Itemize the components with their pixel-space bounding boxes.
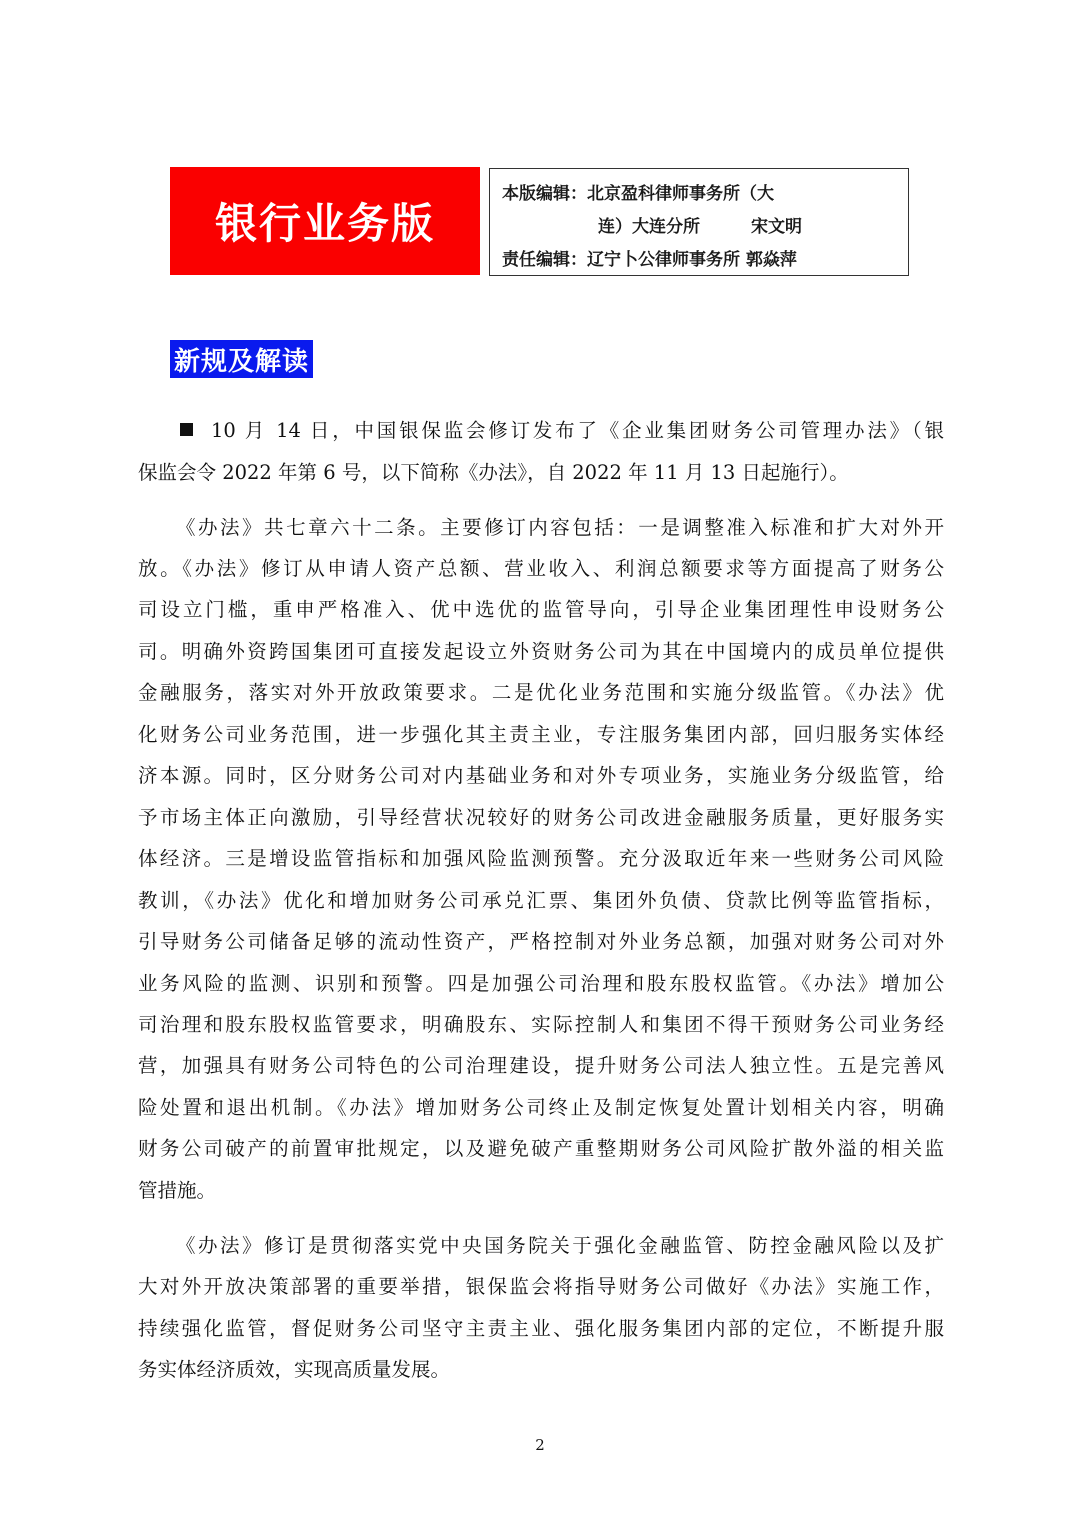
square-bullet-icon — [180, 423, 193, 436]
paragraph-2-line-15: 险处置和退出机制。《办法》增加财务公司终止及制定恢复处置计划相关内容，明确 — [138, 1096, 944, 1119]
paragraph-3-line-2: 大对外开放决策部署的重要举措，银保监会将指导财务公司做好《办法》实施工作， — [138, 1275, 944, 1298]
paragraph-2-line-14: 营，加强具有财务公司特色的公司治理建设，提升财务公司法人独立性。五是完善风 — [138, 1054, 944, 1077]
paragraph-2-line-8: 予市场主体正向激励，引导经营状况较好的财务公司改进金融服务质量，更好服务实 — [138, 806, 944, 829]
page-number: 2 — [535, 1436, 545, 1454]
section-heading-text: 新规及解读 — [174, 346, 310, 377]
paragraph-2-line-13: 司治理和股东股权监管要求，明确股东、实际控制人和集团不得干预财务公司业务经 — [138, 1013, 944, 1036]
paragraph-2-line-11: 引导财务公司储备足够的流动性资产，严格控制对外业务总额，加强对财务公司对外 — [138, 930, 944, 953]
paragraph-2-line-1: 《办法》共七章六十二条。主要修订内容包括：一是调整准入标准和扩大对外开 — [176, 516, 944, 539]
paragraph-2-line-7: 济本源。同时，区分财务公司对内基础业务和对外专项业务，实施业务分级监管，给 — [138, 764, 944, 787]
paragraph-2-line-16: 财务公司破产的前置审批规定，以及避免破产重整期财务公司风险扩散外溢的相关监 — [138, 1137, 944, 1160]
paragraph-2-line-12: 业务风险的监测、识别和预警。四是加强公司治理和股东股权监管。《办法》增加公 — [138, 972, 944, 995]
paragraph-2-line-5: 金融服务，落实对外开放政策要求。二是优化业务范围和实施分级监管。《办法》优 — [138, 681, 944, 704]
editor-line-1: 本版编辑：北京盈科律师事务所（大 — [502, 184, 774, 204]
section-banner — [170, 167, 480, 275]
editor-line-2: 连）大连分所 宋文明 — [598, 217, 802, 237]
banner-title: 银行业务版 — [214, 199, 435, 248]
paragraph-2-line-4: 司。明确外资跨国集团可直接发起设立外资财务公司为其在中国境内的成员单位提供 — [138, 640, 944, 663]
section-heading — [170, 340, 313, 378]
editor-line-3: 责任编辑：辽宁卜公律师事务所 郭焱萍 — [502, 250, 797, 270]
paragraph-1-line-1: 10 月 14 日，中国银保监会修订发布了《企业集团财务公司管理办法》（银 — [180, 415, 944, 443]
paragraph-2-line-2: 放。《办法》修订从申请人资产总额、营业收入、利润总额要求等方面提高了财务公 — [138, 557, 944, 580]
paragraph-2-line-9: 体经济。三是增设监管指标和加强风险监测预警。充分汲取近年来一些财务公司风险 — [138, 847, 944, 870]
editor-info-box — [489, 168, 909, 276]
paragraph-1-line-2: 保监会令 2022 年第 6 号，以下简称《办法》，自 2022 年 11 月 13 日起施行）。 — [138, 461, 849, 484]
paragraph-3-line-4: 务实体经济质效，实现高质量发展。 — [138, 1358, 451, 1381]
paragraph-3-line-3: 持续强化监管，督促财务公司坚守主责主业、强化服务集团内部的定位，不断提升服 — [138, 1317, 944, 1340]
paragraph-2-line-17: 管措施。 — [138, 1179, 217, 1202]
paragraph-2-line-6: 化财务公司业务范围，进一步强化其主责主业，专注服务集团内部，回归服务实体经 — [138, 723, 944, 746]
paragraph-3-line-1: 《办法》修订是贯彻落实党中央国务院关于强化金融监管、防控金融风险以及扩 — [176, 1234, 944, 1257]
paragraph-2-line-3: 司设立门槛，重申严格准入、优中选优的监管导向，引导企业集团理性申设财务公 — [138, 598, 944, 621]
paragraph-2-line-10: 教训，《办法》优化和增加财务公司承兑汇票、集团外负债、贷款比例等监管指标， — [138, 889, 944, 912]
